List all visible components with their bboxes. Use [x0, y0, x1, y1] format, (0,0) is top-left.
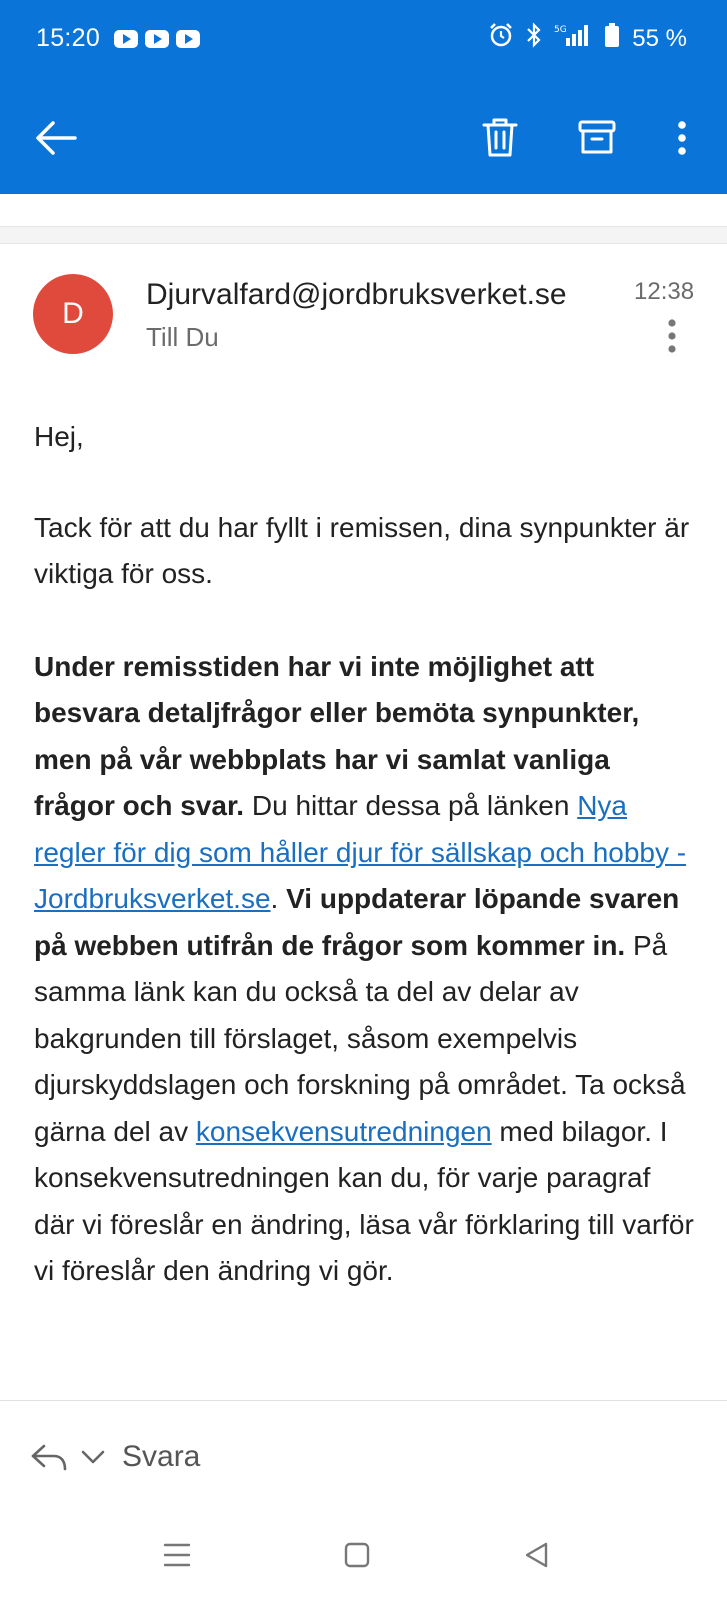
recipient-line[interactable]: Till Du — [146, 322, 219, 352]
message-time: 12:38 — [634, 278, 695, 305]
body-text: På samma länk kan du också ta del av delar av bakgrunden till förslaget, såsom exempelvis djurskyddslagen och forskning på området. Ta också gärna del av — [34, 929, 686, 1147]
archive-icon[interactable] — [569, 110, 625, 166]
sender-avatar[interactable]: D — [33, 274, 113, 354]
trash-icon[interactable] — [472, 110, 528, 166]
signal-5g-icon — [554, 22, 594, 55]
header-divider — [0, 226, 727, 244]
more-vertical-icon[interactable] — [654, 110, 710, 166]
youtube-icon — [145, 30, 169, 48]
system-status — [488, 22, 687, 55]
bold-text: Under remisstiden har vi inte möjlighet att besvara detaljfrågor eller bemöta synpunkter, men på vår webbplats har vi samlat vanliga frågor och svar. — [34, 650, 640, 821]
reply-label[interactable]: Svara — [122, 1440, 201, 1473]
greeting: Hej, — [34, 421, 84, 452]
status-bar — [0, 0, 727, 82]
paragraph-1: Tack för att du har fyllt i remissen, dina synpunkter är viktiga för oss. — [34, 511, 690, 589]
battery-percent: 55 % — [632, 24, 687, 52]
back-arrow-icon[interactable] — [28, 110, 84, 166]
bluetooth-icon — [524, 22, 544, 55]
recent-apps-icon[interactable] — [152, 1530, 202, 1580]
battery-icon — [604, 22, 620, 55]
system-nav-bar — [0, 1530, 727, 1600]
rules-link[interactable]: Nya regler för dig som håller djur för sällskap och hobby - Jordbruksverket.se — [34, 790, 687, 914]
status-time: 15:20 — [36, 24, 101, 52]
bold-text: Vi uppdaterar löpande svaren på webben utifrån de frågor som kommer in. — [34, 883, 680, 961]
svg-text:5G: 5G — [554, 25, 567, 35]
sender-address[interactable]: Djurvalfard@jordbruksverket.se — [146, 278, 567, 311]
reply-icon[interactable] — [30, 1442, 68, 1472]
impact-assessment-link[interactable]: konsekvensutredningen — [195, 1115, 492, 1147]
reply-divider — [0, 1400, 727, 1401]
body-text: . — [270, 883, 279, 914]
notification-icons — [114, 30, 200, 48]
message-more-icon[interactable] — [660, 316, 684, 356]
message-body — [34, 414, 694, 1295]
body-text: med bilagor. I konsekvensutredningen kan du, för varje paragraf där vi föreslår en ändring, läsa vår förklaring till varför vi föreslår den ändring vi gör. — [34, 1115, 694, 1286]
alarm-icon — [488, 22, 514, 55]
home-icon[interactable] — [332, 1530, 382, 1580]
paragraph-2 — [34, 644, 694, 1295]
reply-button[interactable] — [30, 1432, 200, 1482]
chevron-down-icon[interactable] — [80, 1449, 106, 1465]
youtube-icon — [114, 30, 138, 48]
youtube-icon — [176, 30, 200, 48]
app-bar — [0, 82, 727, 194]
body-text: Du hittar dessa på länken — [244, 790, 578, 821]
back-icon[interactable] — [512, 1530, 562, 1580]
